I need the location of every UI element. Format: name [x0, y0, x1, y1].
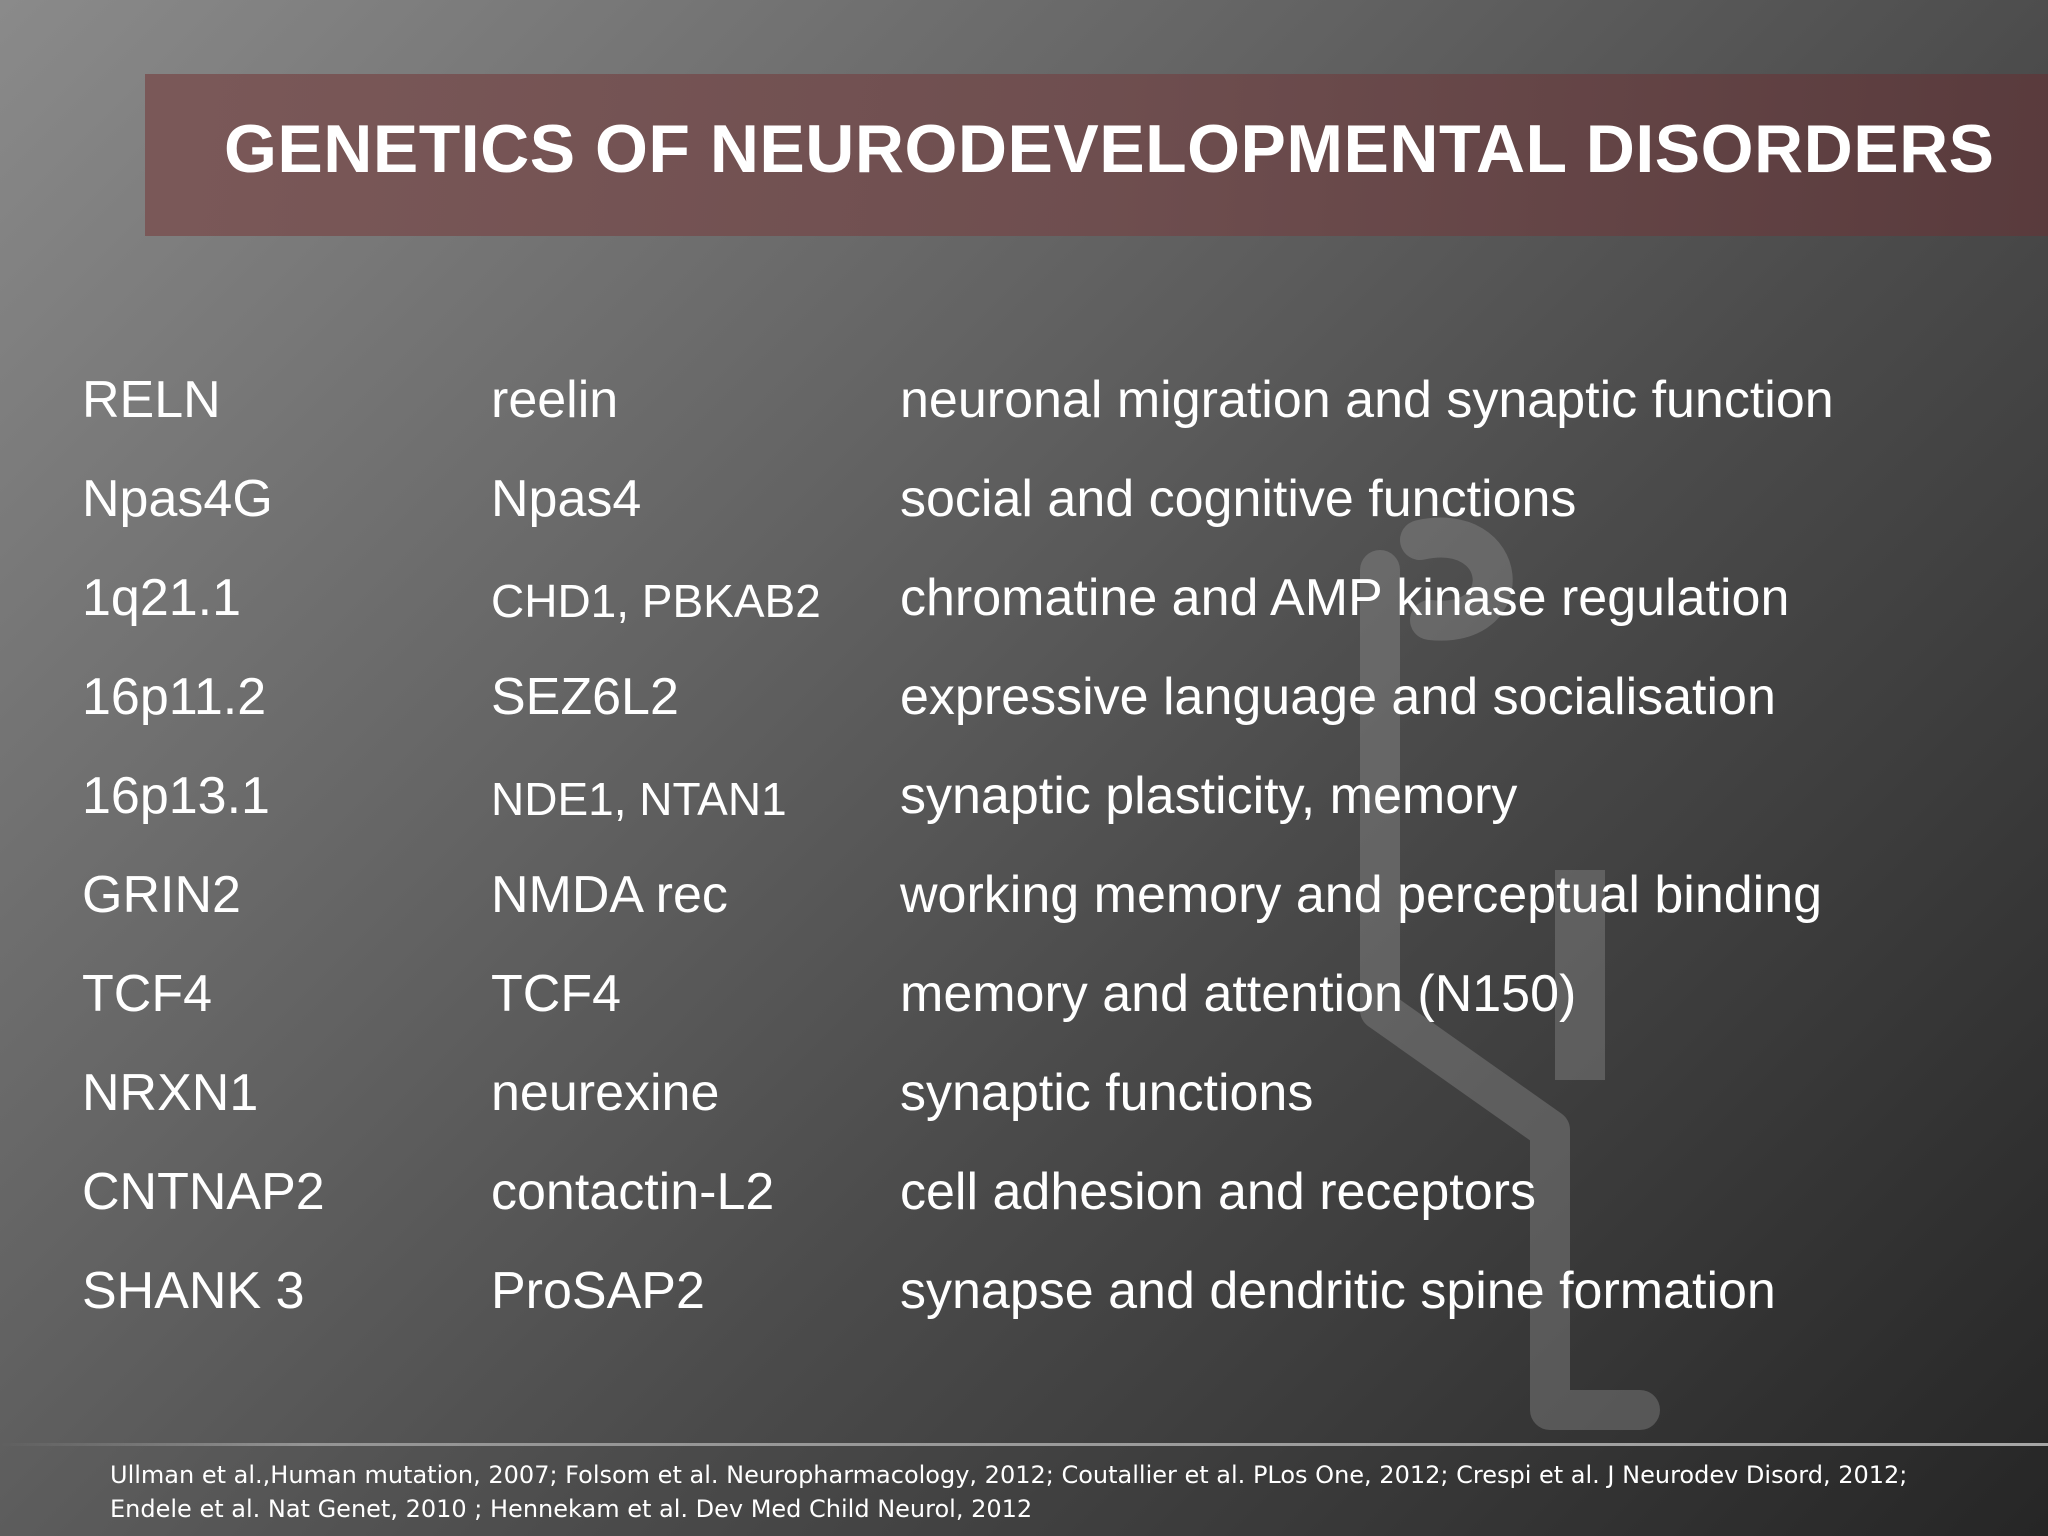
gene-name: Npas4G	[82, 470, 273, 528]
table-row	[0, 756, 2048, 855]
table-row	[0, 954, 2048, 1053]
gene-product: SEZ6L2	[491, 668, 679, 726]
gene-product: CHD1, PBKAB2	[491, 575, 821, 627]
gene-name: 16p13.1	[82, 767, 270, 825]
table-row	[0, 1152, 2048, 1251]
gene-function: working memory and perceptual binding	[900, 866, 1823, 924]
gene-name: 1q21.1	[82, 569, 242, 627]
gene-product: TCF4	[491, 965, 621, 1023]
gene-name: SHANK 3	[82, 1262, 305, 1320]
gene-product: reelin	[491, 371, 619, 429]
footer-divider	[0, 1443, 2048, 1446]
table-row	[0, 459, 2048, 558]
gene-function: synaptic functions	[900, 1064, 1314, 1122]
gene-name: GRIN2	[82, 866, 241, 924]
gene-product: NMDA rec	[491, 866, 728, 924]
gene-function: memory and attention (N150)	[900, 965, 1577, 1023]
table-row	[0, 558, 2048, 657]
gene-name: TCF4	[82, 965, 212, 1023]
table-row	[0, 360, 2048, 459]
references: Ullman et al.,Human mutation, 2007; Folsom et al. Neuropharmacology, 2012; Coutallier et al. PLos One, 2012; Crespi et al. J Neurodev Disord, 2012; Endele et al. Nat Genet, 2010 ; Hennekam et al. Dev Med Child Neurol, 2012	[110, 1461, 1908, 1523]
gene-function: social and cognitive functions	[900, 470, 1577, 528]
gene-function: chromatine and AMP kinase regulation	[900, 569, 1790, 627]
gene-product: ProSAP2	[491, 1262, 705, 1320]
gene-function: cell adhesion and receptors	[900, 1163, 1536, 1221]
gene-product: Npas4	[491, 470, 642, 528]
table-row	[0, 1251, 2048, 1350]
gene-function: synaptic plasticity, memory	[900, 767, 1518, 825]
gene-function: synapse and dendritic spine formation	[900, 1262, 1776, 1320]
gene-function: expressive language and socialisation	[900, 668, 1776, 726]
table-row	[0, 855, 2048, 954]
gene-name: RELN	[82, 371, 221, 429]
slide-title: GENETICS OF NEURODEVELOPMENTAL DISORDERS	[224, 111, 1995, 187]
gene-name: NRXN1	[82, 1064, 259, 1122]
gene-product: contactin-L2	[491, 1163, 775, 1221]
table-row	[0, 657, 2048, 756]
gene-name: CNTNAP2	[82, 1163, 325, 1221]
gene-product: NDE1, NTAN1	[491, 773, 787, 825]
gene-name: 16p11.2	[82, 668, 267, 726]
table-row	[0, 1053, 2048, 1152]
gene-function: neuronal migration and synaptic function	[900, 371, 1834, 429]
gene-product: neurexine	[491, 1064, 720, 1122]
